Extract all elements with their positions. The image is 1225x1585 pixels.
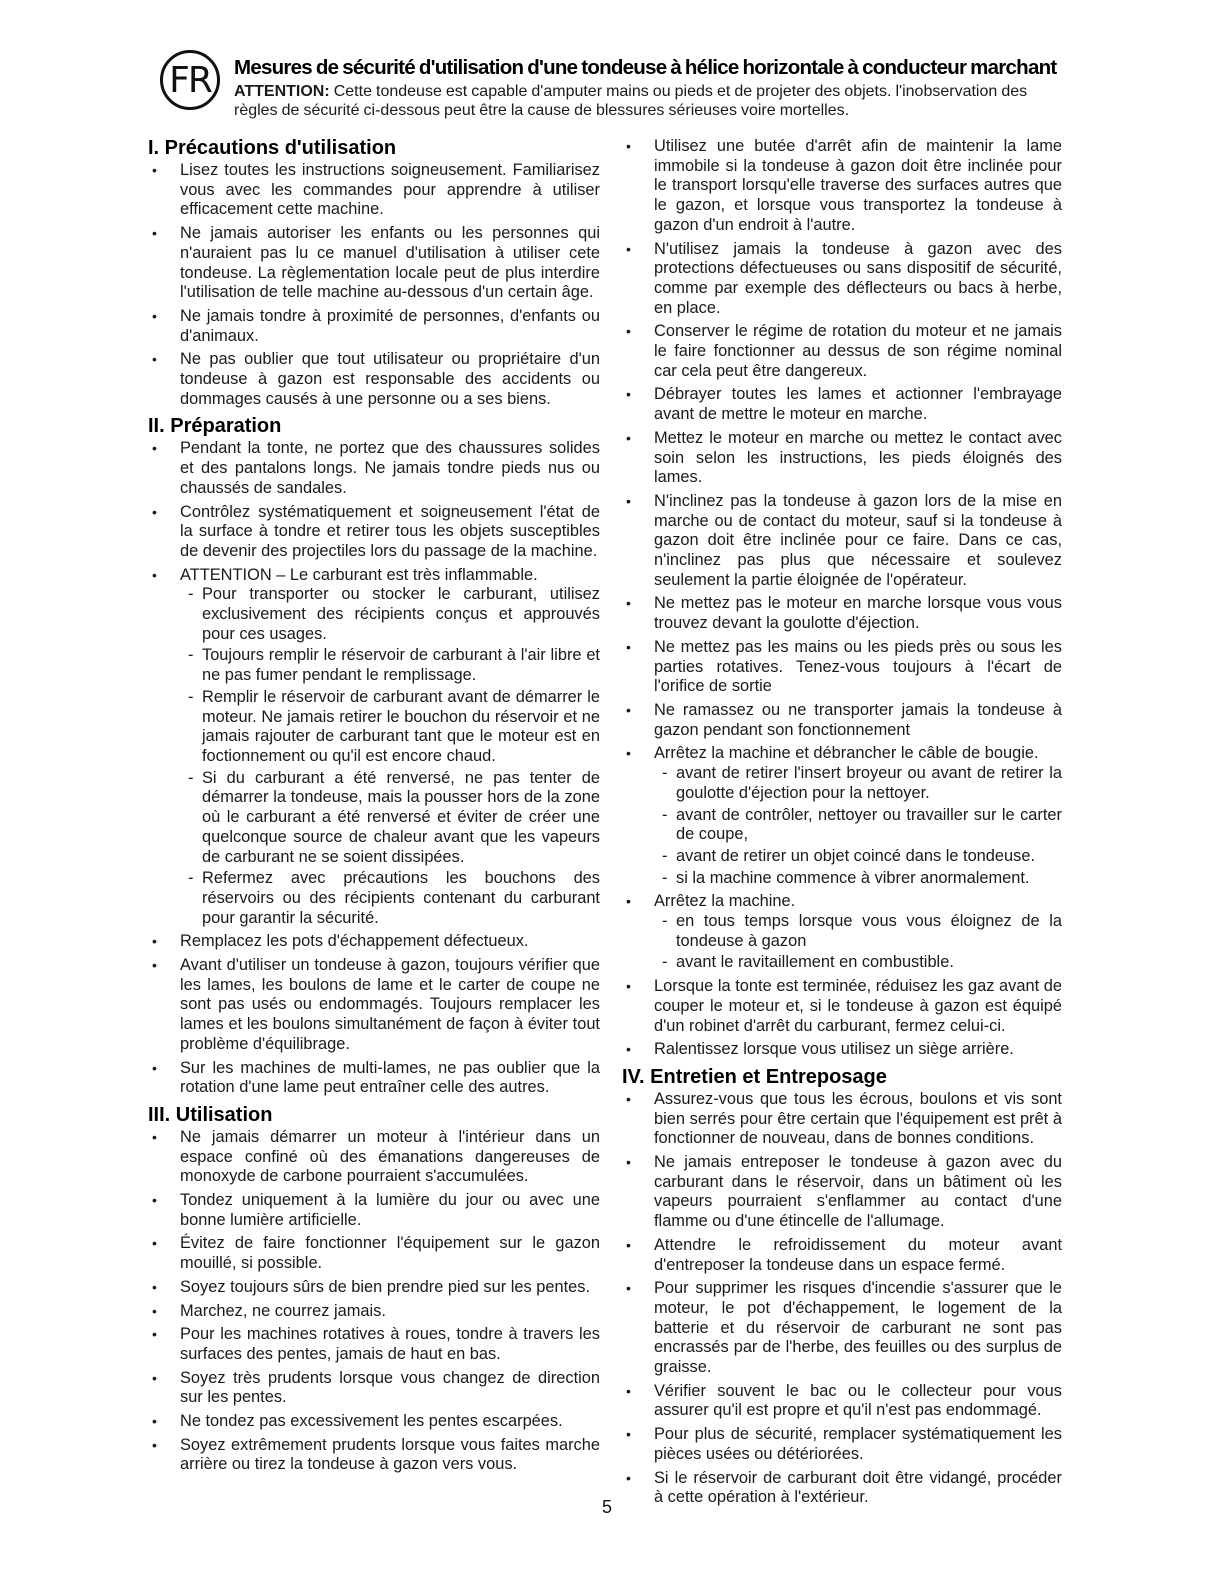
list-item: • Vérifier souvent le bac ou le collecteur pour vous assurer qu'il est propre et qu'il n'est pas endommagé.: [622, 1382, 1062, 1421]
list-item: • Pendant la tonte, ne portez que des chaussures solides et des pantalons longs. Ne jamais tondre pieds nus ou chaussés de sandales.: [148, 439, 600, 498]
list-item: • Ne jamais démarrer un moteur à l'intérieur dans un espace confiné où des émanations dangereuses de monoxyde de carbone pourraient s'accumulées.: [148, 1128, 600, 1187]
sub-list-item: - si la machine commence à vibrer anormalement.: [660, 869, 1062, 889]
utilisation-list-right: [622, 137, 1062, 1060]
entretien-list: [622, 1090, 1062, 1508]
list-item: • Attendre le refroidissement du moteur avant d'entreposer la tondeuse dans un espace fermé.: [622, 1236, 1062, 1275]
list-item: • Si le réservoir de carburant doit être vidangé, procéder à cette opération à l'extérieur.: [622, 1469, 1062, 1508]
list-item-stop-machine: [622, 744, 1062, 888]
list-item: • Pour supprimer les risques d'incendie s'assurer que le moteur, le pot d'échappement, le logement de la batterie et du réservoir de carburant ne sont pas encrassés par de l'herbe, des feuilles ou des surplus de graisse.: [622, 1279, 1062, 1378]
utilisation-list-left: [148, 1128, 600, 1475]
list-item-stop-machine-2: [622, 892, 1062, 973]
sub-list-item: - Toujours remplir le réservoir de carburant à l'air libre et ne pas fumer pendant le remplissage.: [186, 646, 600, 685]
precautions-list: [148, 161, 600, 409]
list-item: • Ne tondez pas excessivement les pentes escarpées.: [148, 1412, 600, 1432]
list-item: • Soyez extrêmement prudents lorsque vous faites marche arrière ou tirez la tondeuse à gazon vers vous.: [148, 1436, 600, 1475]
stop-machine-text: Arrêtez la machine et débrancher le câble de bougie.: [654, 744, 1039, 763]
stop2-sub-list: [654, 912, 1062, 973]
attention-intro: [234, 82, 1060, 120]
list-item: • Marchez, ne courrez jamais.: [148, 1302, 600, 1322]
fr-logo-text: FR: [169, 59, 211, 101]
list-item: • Ne jamais tondre à proximité de personnes, d'enfants ou d'animaux.: [148, 307, 600, 346]
list-item: • Soyez très prudents lorsque vous changez de direction sur les pentes.: [148, 1369, 600, 1408]
list-item: • N'utilisez jamais la tondeuse à gazon avec des protections défectueuses ou sans dispositif de sécurité, comme par exemple des déflecteurs ou bacs à herbe, en place.: [622, 240, 1062, 319]
list-item: • Ne pas oublier que tout utilisateur ou propriétaire d'un tondeuse à gazon est responsable des accidents ou dommages causés à une personne ou a ses biens.: [148, 350, 600, 409]
sub-list-item: - avant de contrôler, nettoyer ou travailler sur le carter de coupe,: [660, 806, 1062, 845]
list-item: • Lisez toutes les instructions soigneusement. Familiarisez vous avec les commandes pour apprendre à utiliser efficacement cette machine.: [148, 161, 600, 220]
sub-list-item: - en tous temps lorsque vous vous éloignez de la tondeuse à gazon: [660, 912, 1062, 951]
section-heading-precautions: I. Précautions d'utilisation: [148, 137, 397, 159]
list-item: • Sur les machines de multi-lames, ne pas oublier que la rotation d'une lame peut entraîner celle des autres.: [148, 1059, 600, 1098]
list-item: • Conserver le régime de rotation du moteur et ne jamais le faire fonctionner au dessus de son régime nominal car cela peut être dangereux.: [622, 322, 1062, 381]
page-number: 5: [602, 1497, 613, 1517]
fr-language-logo: [160, 50, 220, 110]
sub-list-item: - Si du carburant a été renversé, ne pas tenter de démarrer la tondeuse, mais la pousser hors de la zone où le carburant a été renversé et éviter de créer une quelconque source de chaleur avant que les vapeurs de carburant ne se soient dissipées.: [186, 769, 600, 868]
sub-list-item: - Remplir le réservoir de carburant avant de démarrer le moteur. Ne jamais retirer le bouchon du réservoir et ne jamais rajouter de carburant tant que le moteur est en foctionnement ou qu'il est encore chaud.: [186, 688, 600, 767]
list-item: • Ne mettez pas les mains ou les pieds près ou sous les parties rotatives. Tenez-vous toujours à l'écart de l'orifice de sortie: [622, 638, 1062, 697]
list-item: • Remplacez les pots d'échappement défectueux.: [148, 932, 600, 952]
stop-machine-2-text: Arrêtez la machine.: [654, 892, 796, 911]
sub-list-item: - avant de retirer l'insert broyeur ou avant de retirer la goulotte d'éjection pour la nettoyer.: [660, 764, 1062, 803]
list-item: • Soyez toujours sûrs de bien prendre pied sur les pentes.: [148, 1278, 600, 1298]
sub-list-item: - Refermez avec précautions les bouchons des réservoirs ou des récipients contenant du carburant pour garantir la sécurité.: [186, 869, 600, 928]
list-item: • Contrôlez systématiquement et soigneusement l'état de la surface à tondre et retirer tous les objets susceptibles de devenir des projectiles lors du passage de la machine.: [148, 503, 600, 562]
sub-list-item: - Pour transporter ou stocker le carburant, utilisez exclusivement des récipients conçus et approuvés pour ces usages.: [186, 585, 600, 644]
attention-label: ATTENTION:: [234, 83, 330, 100]
preparation-list: [148, 439, 600, 1098]
list-item: • Tondez uniquement à la lumière du jour ou avec une bonne lumière artificielle.: [148, 1191, 600, 1230]
page-title: Mesures de sécurité d'utilisation d'une tondeuse à hélice horizontale à conducteur marchant: [234, 56, 1057, 79]
list-item: • Ne jamais autoriser les enfants ou les personnes qui n'auraient pas lu ce manuel d'utilisation à utiliser cete tondeuse. La règlementation locale peut de plus interdire l'utilisation de telle machine au-dessous d'un certain âge.: [148, 224, 600, 303]
list-item: • Ralentissez lorsque vous utilisez un siège arrière.: [622, 1040, 1062, 1060]
list-item: • Ne mettez pas le moteur en marche lorsque vous vous trouvez devant la goulotte d'éjection.: [622, 594, 1062, 633]
sub-list-item: - avant de retirer un objet coincé dans le tondeuse.: [660, 847, 1062, 867]
sub-list-item: - avant le ravitaillement en combustible.: [660, 953, 1062, 973]
list-item: • Débrayer toutes les lames et actionner l'embrayage avant de mettre le moteur en marche.: [622, 385, 1062, 424]
list-item: • Avant d'utiliser un tondeuse à gazon, toujours vérifier que les lames, les boulons de lame et le carter de coupe ne sont pas usés ou endommagés. Toujours remplacer les lames et les boulons simultanément de façon à éviter tout problème d'équilibrage.: [148, 956, 600, 1055]
list-item: • Assurez-vous que tous les écrous, boulons et vis sont bien serrés pour être certain que l'équipement est prêt à fonctionner de nouveau, dans de bonnes conditions.: [622, 1090, 1062, 1149]
attention-text: Cette tondeuse est capable d'amputer mains ou pieds et de projeter des objets. l'inobservation des règles de sécurité ci-dessous peut être la cause de blessures sérieuses voire mortelles.: [234, 83, 1028, 119]
list-item: • Utilisez une butée d'arrêt afin de maintenir la lame immobile si la tondeuse à gazon doit être inclinée pour le transport lorsqu'elle traverse des surfaces autres que le gazon, et lorsque vous transportez la tondeuse à gazon d'un endroit à l'autre.: [622, 137, 1062, 236]
fuel-sub-list: [180, 585, 600, 928]
section-heading-entretien: IV. Entretien et Entreposage: [622, 1065, 887, 1088]
left-column: [148, 137, 600, 1479]
list-item: • Mettez le moteur en marche ou mettez le contact avec soin selon les instructions, les pieds éloignés des lames.: [622, 429, 1062, 488]
list-item: • N'inclinez pas la tondeuse à gazon lors de la mise en marche ou de contact du moteur, sauf si la tondeuse à gazon doit être inclinée pour ce faire. Dans ce cas, n'inclinez pas plus que nécessaire et soulevez seulement la partie éloignée de l'opérateur.: [622, 492, 1062, 591]
section-heading-preparation: II. Préparation: [148, 415, 282, 438]
list-item: • Lorsque la tonte est terminée, réduisez les gaz avant de couper le moteur et, si le tondeuse à gazon est équipé d'un robinet d'arrêt du carburant, fermez celui-ci.: [622, 977, 1062, 1036]
document-header: [234, 56, 1060, 120]
fuel-warning-text: ATTENTION – Le carburant est très inflammable.: [180, 565, 538, 584]
section-heading-utilisation: III. Utilisation: [148, 1103, 273, 1126]
list-item: • Évitez de faire fonctionner l'équipement sur le gazon mouillé, si possible.: [148, 1234, 600, 1273]
list-item: • Pour plus de sécurité, remplacer systématiquement les pièces usées ou détériorées.: [622, 1425, 1062, 1464]
right-column: [622, 137, 1062, 1512]
list-item: • Ne jamais entreposer le tondeuse à gazon avec du carburant dans le réservoir, dans un bâtiment où les vapeurs pourraient s'enflammer au contact d'une flamme ou d'une étincelle de l'allumage.: [622, 1153, 1062, 1232]
list-item: • Pour les machines rotatives à roues, tondre à travers les surfaces des pentes, jamais de haut en bas.: [148, 1325, 600, 1364]
list-item: • Ne ramassez ou ne transporter jamais la tondeuse à gazon pendant son fonctionnement: [622, 701, 1062, 740]
stop-sub-list: [654, 764, 1062, 888]
list-item-fuel-warning: [148, 566, 600, 929]
